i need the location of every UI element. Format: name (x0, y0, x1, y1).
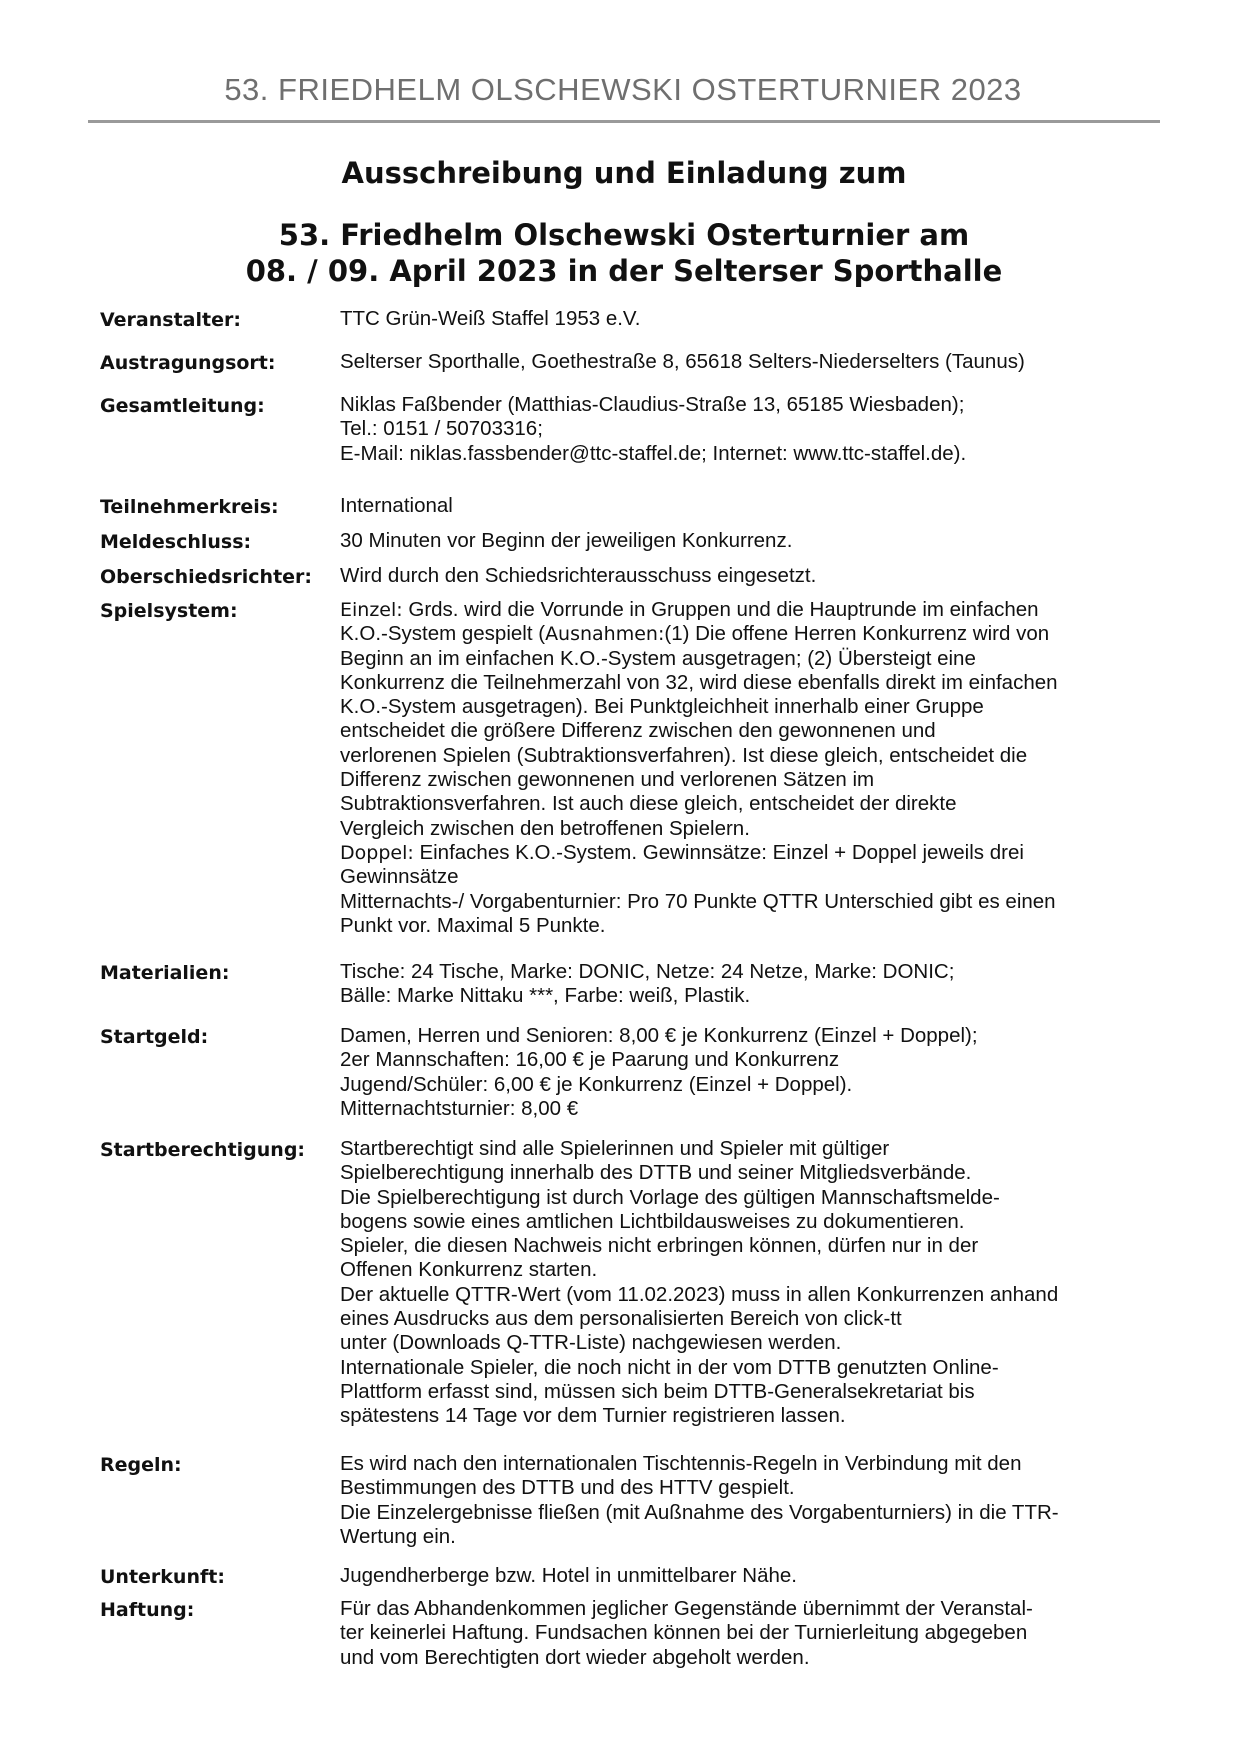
value-line: Spieler, die diesen Nachweis nicht erbringen können, dürfen nur in der (340, 1234, 979, 1258)
value-line: Niklas Faßbender (Matthias-Claudius-Straße 13, 65185 Wiesbaden); (340, 393, 965, 416)
value-line: Mitternachts-/ Vorgabenturnier: Pro 70 Punkte QTTR Unterschied gibt es einen (340, 889, 1056, 913)
einzel-label: Einzel: (340, 599, 403, 621)
value-line: Gewinnsätze (340, 865, 459, 889)
field-value (340, 307, 1170, 331)
field-label: Spielsystem: (100, 600, 238, 622)
field-value (340, 350, 1170, 374)
value-line: E-Mail: niklas.fassbender@ttc-staffel.de; Internet: www.ttc-staffel.de). (340, 441, 967, 465)
value-line: Startberechtigt sind alle Spielerinnen und Spieler mit gültiger (340, 1137, 890, 1160)
value-line: International (340, 494, 453, 517)
field-label: Austragungsort: (100, 352, 276, 374)
field-value (340, 598, 1170, 938)
title-main (88, 217, 1160, 289)
einzel-text: Grds. wird die Vorrunde in Gruppen und die Hauptrunde im einfachen (402, 598, 1039, 621)
field-value (340, 1024, 1170, 1121)
value-line: Wird durch den Schiedsrichterausschuss eingesetzt. (340, 564, 817, 587)
field-value (340, 1452, 1170, 1549)
doppel-line (340, 841, 1170, 865)
field-value (340, 1597, 1170, 1670)
value-line: ter keinerlei Haftung. Fundsachen können bei der Turnierleitung abgegeben (340, 1621, 1028, 1645)
ausnahmen-text: (1) Die offene Herren Konkurrenz wird von (664, 622, 1050, 646)
value-line: entscheidet die größere Differenz zwischen den gewonnenen und (340, 719, 936, 743)
value-line: Selterser Sporthalle, Goethestraße 8, 65618 Selters-Niederselters (Taunus) (340, 350, 1025, 373)
value-line: Offenen Konkurrenz starten. (340, 1258, 598, 1282)
value-line: und vom Berechtigten dort wieder abgeholt werden. (340, 1645, 810, 1669)
title-line-1: Ausschreibung und Einladung zum (341, 156, 907, 190)
value-line: Es wird nach den internationalen Tischtennis-Regeln in Verbindung mit den (340, 1452, 1022, 1475)
value-line: bogens sowie eines amtlichen Lichtbildausweises zu dokumentieren. (340, 1209, 965, 1233)
field-value (340, 529, 1170, 553)
ausnahmen-pre: K.O.-System gespielt ( (340, 622, 546, 646)
value-line: Differenz zwischen gewonnenen und verlorenen Sätzen im (340, 768, 875, 792)
value-line: TTC Grün-Weiß Staffel 1953 e.V. (340, 307, 641, 330)
value-line: Die Einzelergebnisse fließen (mit Außnahme des Vorgabenturniers) in die TTR- (340, 1500, 1059, 1524)
value-line: unter (Downloads Q-TTR-Liste) nachgewiesen werden. (340, 1331, 842, 1355)
value-line: 2er Mannschaften: 16,00 € je Paarung und Konkurrenz (340, 1048, 840, 1072)
header-divider (88, 120, 1160, 123)
value-line: Mitternachtsturnier: 8,00 € (340, 1096, 579, 1120)
value-line: 30 Minuten vor Beginn der jeweiligen Konkurrenz. (340, 529, 793, 552)
field-label: Startgeld: (100, 1026, 209, 1048)
value-line: Jugendherberge bzw. Hotel in unmittelbarer Nähe. (340, 1564, 797, 1587)
field-label: Haftung: (100, 1599, 195, 1621)
field-value (340, 960, 1170, 1009)
value-line: K.O.-System ausgetragen). Bei Punktgleichheit innerhalb einer Gruppe (340, 695, 984, 719)
field-value (340, 1137, 1170, 1429)
value-line: Punkt vor. Maximal 5 Punkte. (340, 913, 606, 937)
field-label: Gesamtleitung: (100, 395, 265, 417)
field-label: Teilnehmerkreis: (100, 496, 279, 518)
value-line: Für das Abhandenkommen jeglicher Gegenstände übernimmt der Veranstal- (340, 1597, 1033, 1620)
doppel-text: Einfaches K.O.-System. Gewinnsätze: Einzel + Doppel jeweils drei (413, 840, 1024, 864)
value-line: Beginn an im einfachen K.O.-System ausgetragen; (2) Übersteigt eine (340, 646, 976, 670)
doppel-label: Doppel: (340, 841, 414, 864)
field-label: Materialien: (100, 962, 230, 984)
value-line: eines Ausdrucks aus dem personalisierten Bereich von click-tt (340, 1307, 902, 1331)
field-label: Oberschiedsrichter: (100, 566, 313, 588)
value-line: Bestimmungen des DTTB und des HTTV gespielt. (340, 1476, 795, 1500)
field-label: Regeln: (100, 1454, 182, 1476)
title-line-3: 08. / 09. April 2023 in der Selterser Sporthalle (245, 254, 1003, 288)
value-line: Damen, Herren und Senioren: 8,00 € je Konkurrenz (Einzel + Doppel); (340, 1024, 978, 1047)
title-line-2: 53. Friedhelm Olschewski Osterturnier am (278, 218, 970, 252)
value-line: Subtraktionsverfahren. Ist auch diese gleich, entscheidet der direkte (340, 792, 957, 816)
field-value (340, 1564, 1170, 1588)
field-label: Meldeschluss: (100, 531, 252, 553)
value-line: verlorenen Spielen (Subtraktionsverfahren). Ist diese gleich, entscheidet die (340, 743, 1028, 767)
field-label: Unterkunft: (100, 1566, 225, 1588)
value-line: spätestens 14 Tage vor dem Turnier registrieren lassen. (340, 1404, 846, 1428)
field-value (340, 393, 1170, 466)
value-line: Plattform erfasst sind, müssen sich beim DTTB-Generalsekretariat bis (340, 1379, 975, 1403)
value-line: Bälle: Marke Nittaku ***, Farbe: weiß, Plastik. (340, 984, 751, 1008)
value-line: Der aktuelle QTTR-Wert (vom 11.02.2023) muss in allen Konkurrenzen anhand (340, 1282, 1059, 1306)
running-header: 53. FRIEDHELM OLSCHEWSKI OSTERTURNIER 2023 (224, 72, 1022, 107)
value-line: Tel.: 0151 / 50703316; (340, 417, 543, 441)
ausnahmen-label: Ausnahmen: (545, 623, 665, 646)
field-label: Startberechtigung: (100, 1139, 306, 1161)
field-value (340, 564, 1170, 588)
value-line: Vergleich zwischen den betroffenen Spielern. (340, 816, 750, 840)
field-value (340, 494, 1170, 518)
value-line: Spielberechtigung innerhalb des DTTB und seiner Mitgliedsverbände. (340, 1161, 972, 1185)
field-label: Veranstalter: (100, 309, 241, 331)
ausnahmen-line (340, 622, 1170, 646)
value-line: Internationale Spieler, die noch nicht in der vom DTTB genutzten Online- (340, 1355, 999, 1379)
value-line: Die Spielberechtigung ist durch Vorlage des gültigen Mannschaftsmelde- (340, 1185, 1000, 1209)
value-line: Konkurrenz die Teilnehmerzahl von 32, wird diese ebenfalls direkt im einfachen (340, 670, 1058, 694)
value-line: Wertung ein. (340, 1524, 456, 1548)
einzel-line (340, 598, 1170, 622)
value-line: Jugend/Schüler: 6,00 € je Konkurrenz (Einzel + Doppel). (340, 1072, 853, 1096)
value-line: Tische: 24 Tische, Marke: DONIC, Netze: 24 Netze, Marke: DONIC; (340, 960, 955, 983)
